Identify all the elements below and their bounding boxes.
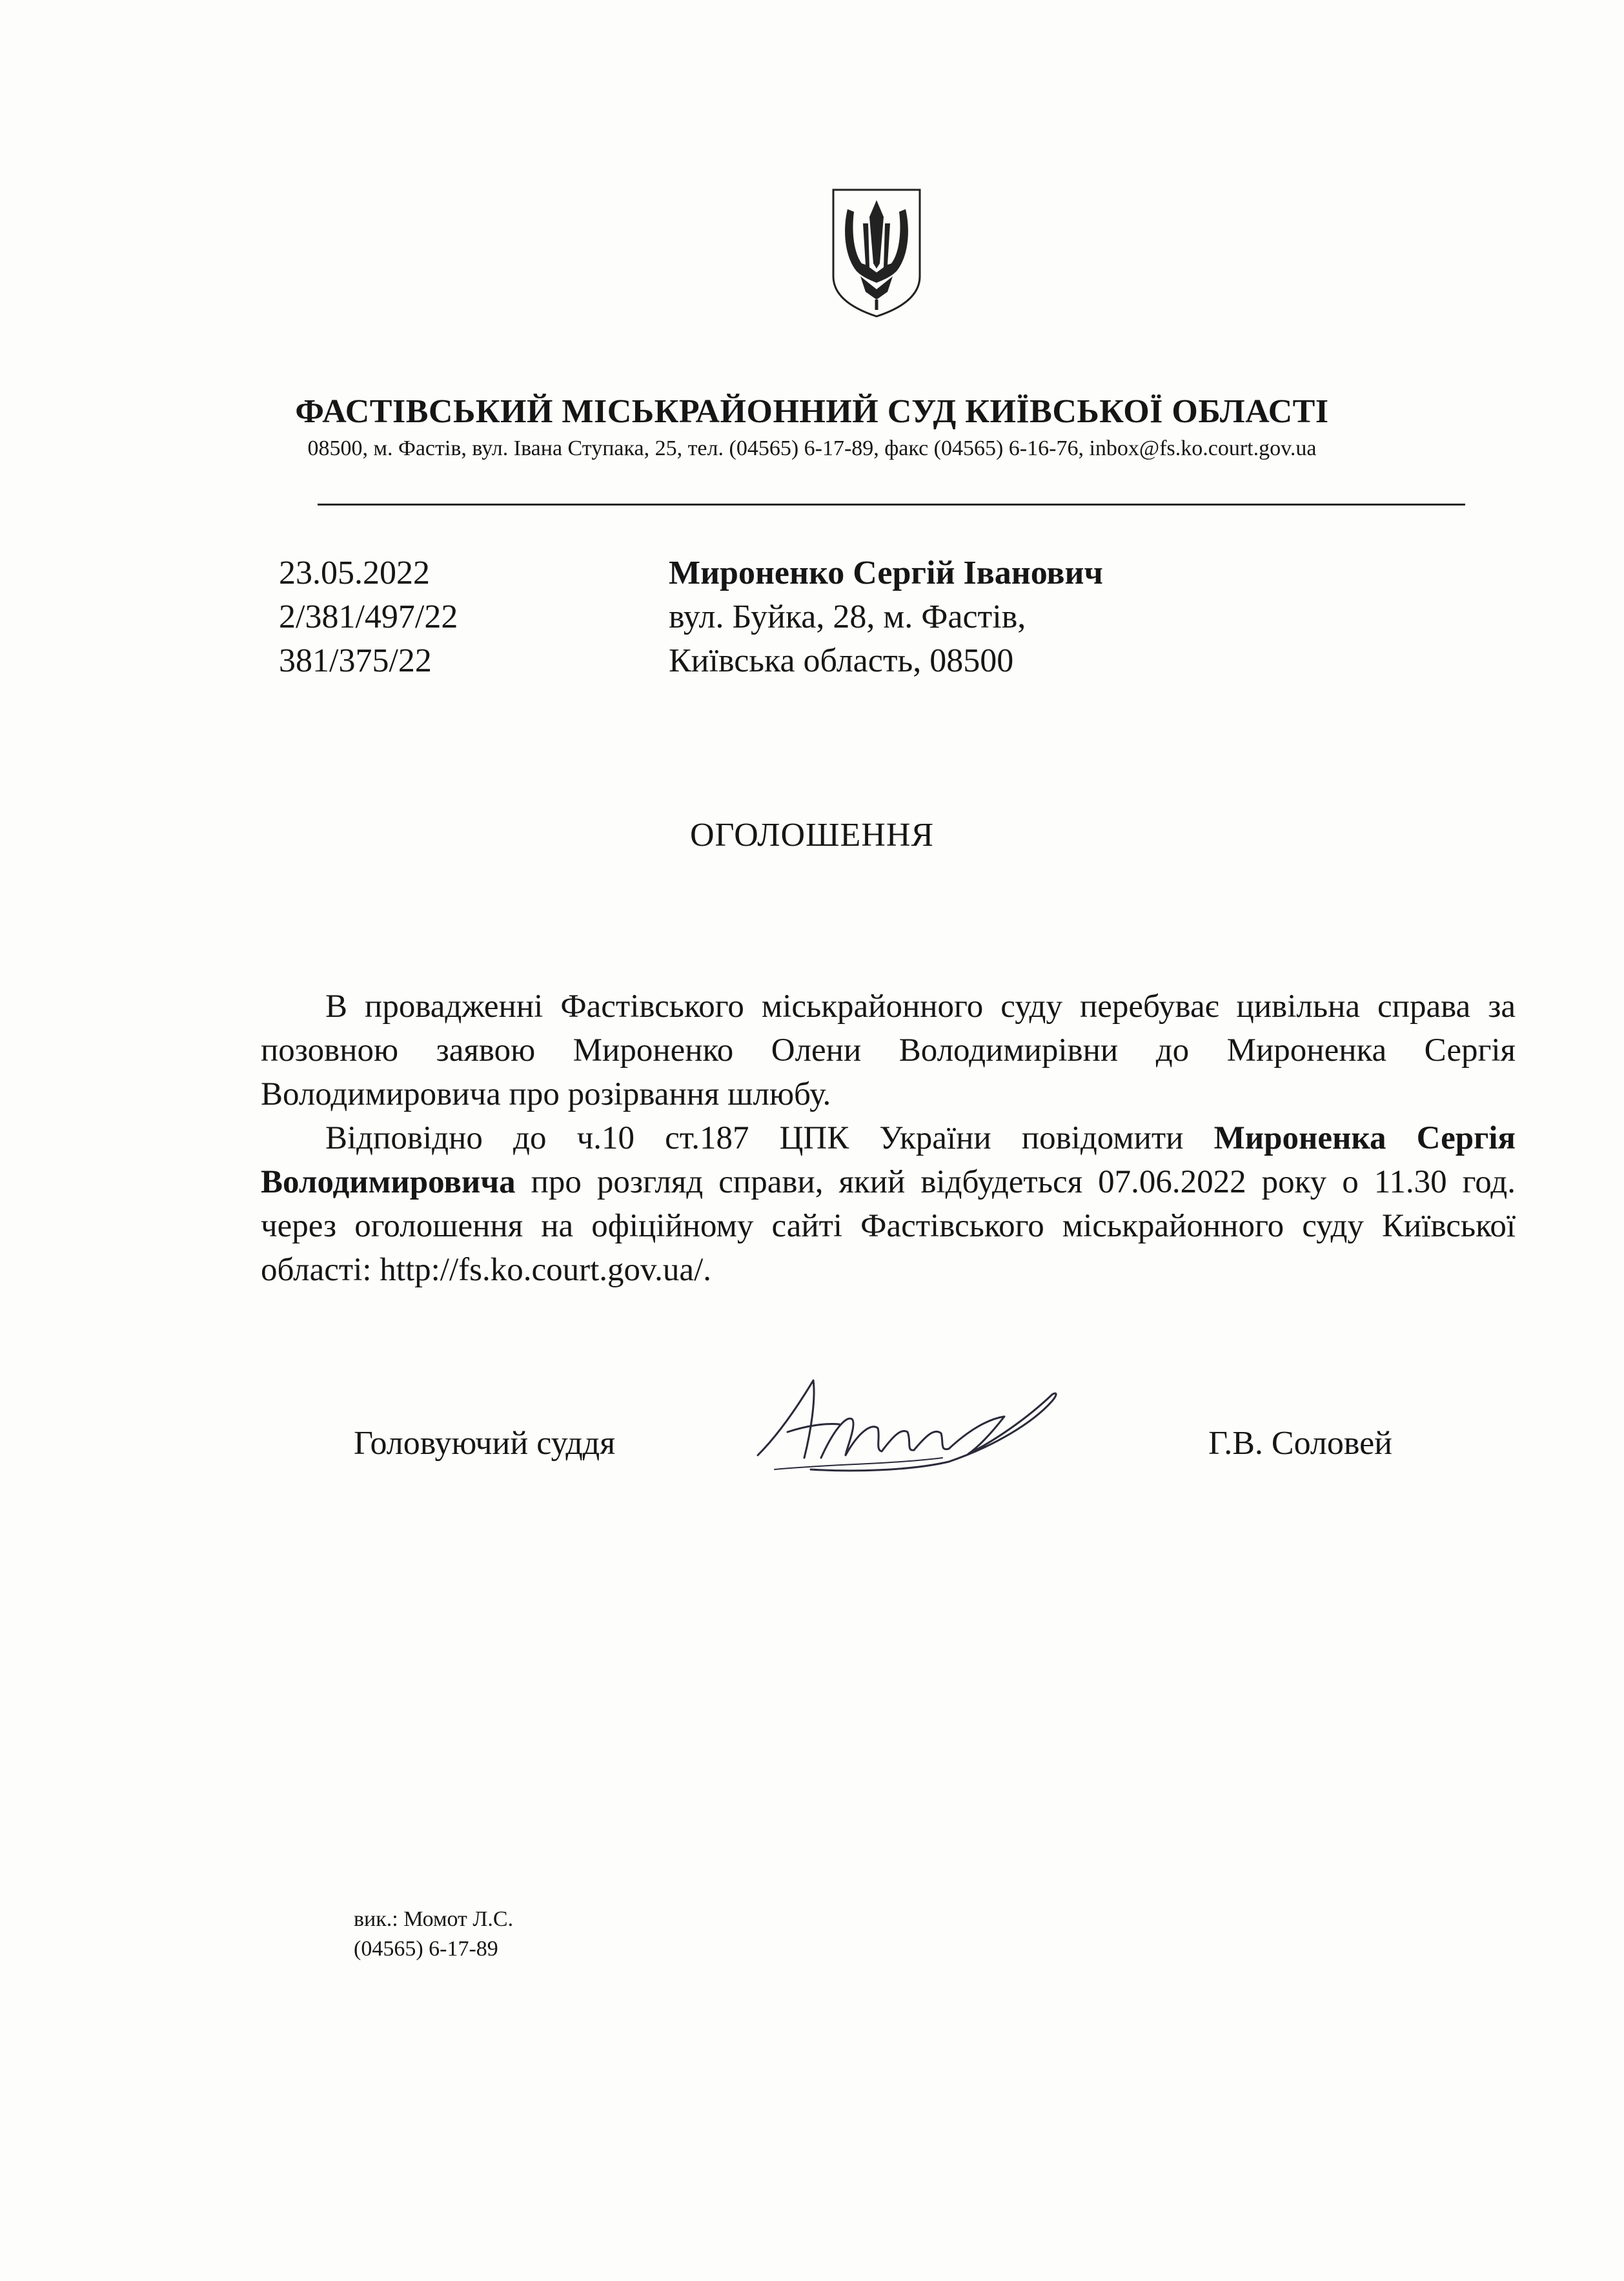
handwritten-signature [749,1361,1084,1477]
court-name: ФАСТІВСЬКИЙ МІСЬКРАЙОННИЙ СУД КИЇВСЬКОЇ ОБЛАСТІ [295,393,1329,430]
executor-phone: (04565) 6-17-89 [354,1937,498,1961]
body-paragraph-1: В провадженні Фастівського міськрайонного суду перебуває цивільна справа за позовною заявою Мироненко Олени Володимирівни до Мироненка Сергія Володимировича про розірвання шлюбу. [261,988,1516,1112]
addressee-name: Мироненко Сергій Іванович [669,555,1103,591]
body-paragraph-2 [261,1116,1516,1292]
document-title: ОГОЛОШЕННЯ [689,817,935,854]
trident-coat-of-arms-icon [828,186,925,319]
letter-date: 23.05.2022 [279,555,430,591]
signatory-role: Головуючий суддя [354,1425,616,1462]
executor-name: вик.: Момот Л.С. [354,1907,514,1931]
addressee-address-line-1: вул. Буйка, 28, м. Фастів, [669,598,1026,635]
executor-block [354,1905,513,1964]
announcement-body [261,985,1516,1292]
case-number: 2/381/497/22 [279,598,458,635]
header-divider [318,504,1465,506]
judge-name: Г.В. Соловей [1208,1425,1392,1462]
body-paragraph-2-part-1: Відповідно до ч.10 ст.187 ЦПК України повідомити [325,1120,1214,1156]
defendant-name-bold: Мироненка Сергія Володимировича [261,1120,1516,1200]
addressee-address-line-2: Київська область, 08500 [669,642,1014,679]
body-paragraph-2-part-2: про розгляд справи, який відбудеться 07.06.2022 року о 11.30 год. через оголошення на офіційному сайті Фастівського міськрайонного суду Київської області: http://fs.ko.court.gov.ua/. [261,1164,1516,1288]
court-contacts: 08500, м. Фастів, вул. Івана Ступака, 25, тел. (04565) 6-17-89, факс (04565) 6-16-76, inbox@fs.ko.court.gov.ua [307,436,1317,460]
reference-block [279,551,458,683]
proceeding-number: 381/375/22 [279,642,432,679]
addressee-block [669,551,1103,683]
